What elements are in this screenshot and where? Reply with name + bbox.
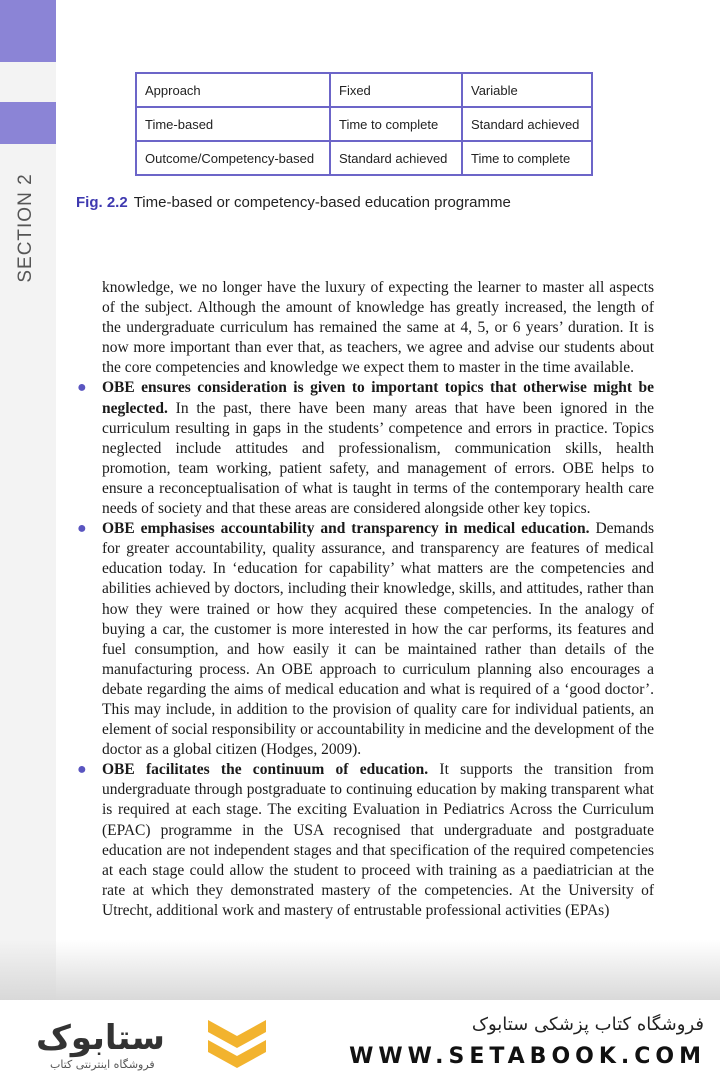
approach-table xyxy=(135,72,593,176)
left-margin-band xyxy=(0,0,56,1000)
bullet-text: It supports the transition from undergraduate through postgraduate to continuing education by making transparent what is required at each stage. The exciting Evaluation in Pediatrics Across the Curriculum (EPAC) programme in the USA recognised that undergraduate and postgraduate education are not independent stages and that specification of the required competencies at each stage could allow the student to proceed with training as a paediatrician at the rate at which they demonstrated mastery of the competencies. At the University of Utrecht, additional work and mastery of entrustable professional activities (EPAs) xyxy=(102,761,654,919)
table-header-row xyxy=(136,73,592,107)
logo-subtitle: فروشگاه اینترنتی کتاب xyxy=(50,1058,155,1071)
figure-caption xyxy=(76,194,511,211)
page-fade xyxy=(0,940,720,1000)
table-cell: Time to complete xyxy=(462,141,592,175)
bullet-heading: OBE emphasises accountability and transparency in medical education. xyxy=(102,520,590,538)
bullet-heading: OBE facilitates the continuum of education. xyxy=(102,761,429,779)
table-cell: Standard achieved xyxy=(330,141,462,175)
table-cell: Time to complete xyxy=(330,107,462,141)
footer-banner xyxy=(0,1000,720,1080)
bullet-icon: ● xyxy=(77,761,87,779)
table-cell: Fixed xyxy=(330,73,462,107)
figure-label: Fig. 2.2 xyxy=(76,194,128,211)
list-item xyxy=(77,760,654,921)
bullet-text: Demands for greater accountability, quality assurance, and transparency are features of medical education today. In ‘education for capability’ what matters are the competencies and abilities achieved by doctors, including their knowledge, skills, and attitudes, rather than how they were trained or how they acquired these competencies. In the analogy of buying a car, the customer is more interested in how the car performs, its features and fuel consumption, and how easily it can be maintained rather than details of the manufacturing process. An OBE approach to curriculum planning also encourages a debate regarding the aims of medical education and what is required of a ‘good doctor’. This may include, in addition to the provision of quality care for individual patients, an element of social responsibility or accountability in medicine and the development of the doctor as a global citizen (Hodges, 2009). xyxy=(102,520,654,759)
figure-caption-text: Time-based or competency-based education programme xyxy=(133,194,511,211)
table-cell: Time-based xyxy=(136,107,330,141)
footer-url-link[interactable]: WWW.SETABOOK.COM xyxy=(349,1044,706,1069)
table-cell: Standard achieved xyxy=(462,107,592,141)
section-tab-marker xyxy=(0,102,56,144)
table-row xyxy=(136,107,592,141)
logo-wordmark: ستابوک xyxy=(36,1018,165,1058)
bullet-text: In the past, there have been many areas that have been ignored in the curriculum resulting in gaps in the students’ competence and errors in practice. Topics neglected include attitudes and professionalism, communication skills, health promotion, team working, patient safety, and management of errors. OBE helps to ensure a reconceptualisation of what is taught in terms of the contemporary health care needs of society and that these areas are considered alongside other key topics. xyxy=(102,399,654,518)
bullet-heading: OBE ensures consideration is given to important topics that otherwise might be neglected. xyxy=(102,379,654,417)
table-cell: Approach xyxy=(136,73,330,107)
list-item xyxy=(77,378,654,519)
table-row xyxy=(136,141,592,175)
section-label: SECTION 2 xyxy=(15,173,36,283)
intro-paragraph: knowledge, we no longer have the luxury of expecting the learner to master all aspects of the subject. Although the amount of knowledge has greatly increased, the length of the undergraduate curriculum has remained the same at 4, 5, or 6 years’ duration. It is now more important than ever that, as teachers, we agree and advise our students about the core competencies and knowledge we expect them to master in the time available. xyxy=(102,279,654,377)
bullet-icon: ● xyxy=(77,379,87,397)
footer-store-title: فروشگاه کتاب پزشکی ستابوک xyxy=(471,1014,704,1035)
table-cell: Variable xyxy=(462,73,592,107)
section-tab-top xyxy=(0,0,56,62)
bullet-icon: ● xyxy=(77,520,87,538)
setabook-logo-icon xyxy=(204,1014,270,1068)
body-text xyxy=(77,278,654,921)
table-cell: Outcome/Competency-based xyxy=(136,141,330,175)
list-item xyxy=(77,519,654,760)
